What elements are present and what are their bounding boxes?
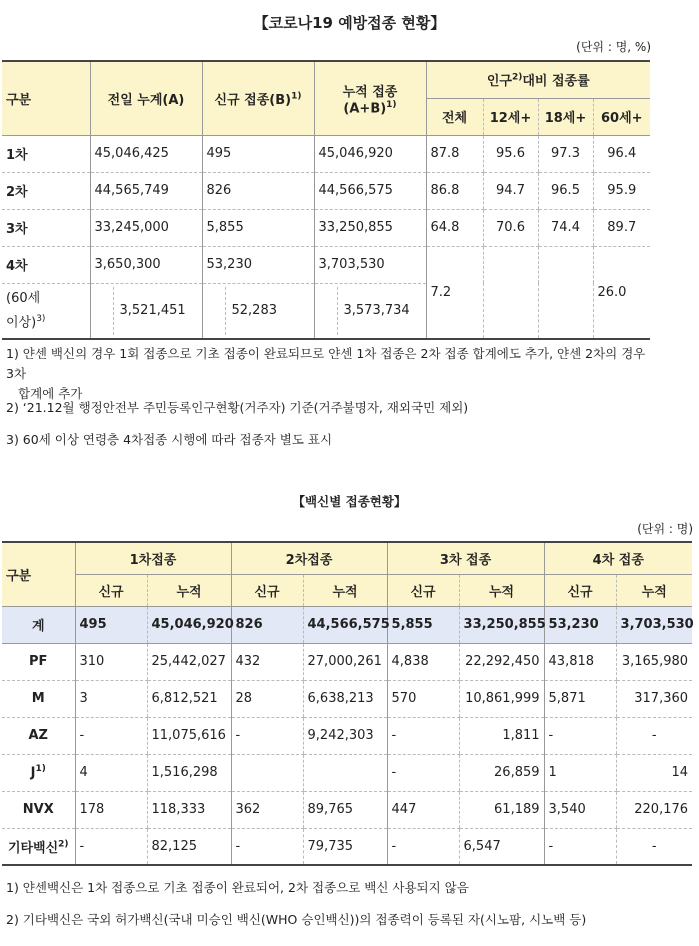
table-row [2, 717, 692, 754]
vaccine-type-table: 구분 1차접종 2차접종 3차 접종 4차 접종 신규 누적 신규 누적 신규 누적 신규 누적 계 495 45,046,920 826 44,566,575 5,855 33,250,855 53,230 3,703,530 PF 310 25,442,027 432 27,000,261 4,838 22,292,450 43,818 3,165,980 M 3 6,812,521 28 6,638,213 570 10,861,999 5,871 317,360 AZ - 11,075,616 - 9,242,303 - 1,811 - - $J^{1)}$ 4 1,516,298 - 26,859 1 14 NVX 178 118,333 362 89,765 447 61,189 3,540 220,176 기타백신$^{2)}$ - 82,125 - 79,735 - 6,547 - - [2, 541, 692, 866]
header-dose2: 2차접종 [231, 542, 387, 574]
row-label: $J^{1)}$ [2, 754, 75, 791]
cell: 570 [387, 680, 459, 717]
cell: 6,638,213 [303, 680, 387, 717]
header-all: 전체 [426, 98, 483, 135]
footnote-b2: 2) 기타백신은 국외 허가백신(국내 미승인 백신(WHO 승인백신))의 접종력이 등록된 자(시노팜, 시노백 등) [6, 912, 587, 927]
cell: 45,046,920 [147, 606, 231, 643]
header-gubun: 구분 [2, 542, 75, 606]
cell: - [75, 717, 147, 754]
footnote-1: 1) 얀센 백신의 경우 1회 접종으로 기초 접종이 완료되므로 얀센 1차 접종은 2차 접종 합계에도 추가, 얀센 2차의 경우 3차 합계에 추가 [6, 346, 646, 401]
header-dose3: 3차 접종 [387, 542, 544, 574]
cell: 495 [75, 606, 147, 643]
unit-label: (단위 : 명, %) [576, 40, 651, 54]
cell: - [231, 717, 303, 754]
header-pop-rate: 인구$^{2)}$대비 접종률 [426, 61, 650, 98]
cell: 432 [231, 643, 303, 680]
header-cum: 누적 접종 $(A+B)^{1)}$ [314, 61, 426, 135]
cell: 6,547 [459, 828, 544, 865]
cell: 43,818 [544, 643, 616, 680]
cell: 79,735 [303, 828, 387, 865]
table-row [2, 754, 692, 791]
cell: 25,442,027 [147, 643, 231, 680]
cell: 317,360 [616, 680, 692, 717]
cell: 447 [387, 791, 459, 828]
header-12: 12세+ [483, 98, 538, 135]
cell [303, 754, 387, 791]
cell: 11,075,616 [147, 717, 231, 754]
cell: 3,703,530 [616, 606, 692, 643]
page-title: 【코로나19 예방접종 현황】 [253, 14, 446, 32]
row-label: NVX [2, 791, 75, 828]
cell: 44,566,575 [303, 606, 387, 643]
cell [231, 754, 303, 791]
table-row [2, 791, 692, 828]
table-row-sub: (60세 이상)$^{3)}$ 3,521,451 52,283 3,573,734 [2, 283, 650, 339]
cell: 28 [231, 680, 303, 717]
cell: 220,176 [616, 791, 692, 828]
cell: 362 [231, 791, 303, 828]
cell: 61,189 [459, 791, 544, 828]
table-row [2, 828, 692, 865]
row-label: 기타백신$^{2)}$ [2, 828, 75, 865]
cell: - [387, 754, 459, 791]
cell: 3,165,980 [616, 643, 692, 680]
header-prev: 전일 누계(A) [90, 61, 202, 135]
cell: 178 [75, 791, 147, 828]
table-row: 1차 45,046,425 495 45,046,920 87.8 95.6 97.3 96.4 [2, 135, 650, 172]
footnote-2: 2) ‘21.12월 행정안전부 주민등록인구현황(거주자) 기준(거주불명자, 재외국민 제외) [6, 400, 469, 415]
table-row [2, 680, 692, 717]
cell: 1,811 [459, 717, 544, 754]
cell: 82,125 [147, 828, 231, 865]
cell: 5,871 [544, 680, 616, 717]
cell: - [544, 717, 616, 754]
cell: 3 [75, 680, 147, 717]
table-row: 2차 44,565,749 826 44,566,575 86.8 94.7 96.5 95.9 [2, 172, 650, 209]
table-row: 4차 3,650,300 53,230 3,703,530 7.2 26.0 [2, 246, 650, 283]
cell: 27,000,261 [303, 643, 387, 680]
header-gubun: 구분 [2, 61, 90, 135]
cell: 6,812,521 [147, 680, 231, 717]
cell: - [231, 828, 303, 865]
cell: 1,516,298 [147, 754, 231, 791]
cell: 33,250,855 [459, 606, 544, 643]
header-new: 신규 접종$(B)^{1)}$ [202, 61, 314, 135]
cell: 826 [231, 606, 303, 643]
cell: 4 [75, 754, 147, 791]
header-dose1: 1차접종 [75, 542, 231, 574]
cell: 14 [616, 754, 692, 791]
cell: 53,230 [544, 606, 616, 643]
table-row: 3차 33,245,000 5,855 33,250,855 64.8 70.6 74.4 89.7 [2, 209, 650, 246]
cell: - [387, 828, 459, 865]
row-label: PF [2, 643, 75, 680]
cell: 89,765 [303, 791, 387, 828]
cell: - [387, 717, 459, 754]
unit-label-2: (단위 : 명) [637, 522, 693, 536]
cell: 3,540 [544, 791, 616, 828]
table-row [2, 643, 692, 680]
row-label: 계 [2, 606, 75, 643]
cell: - [616, 717, 692, 754]
footnote-b1: 1) 얀센백신은 1차 접종으로 기초 접종이 완료되어, 2차 접종으로 백신 사용되지 않음 [6, 880, 469, 895]
cell: - [75, 828, 147, 865]
cell: 5,855 [387, 606, 459, 643]
cell: 26,859 [459, 754, 544, 791]
cell: - [616, 828, 692, 865]
cell: - [544, 828, 616, 865]
cell: 10,861,999 [459, 680, 544, 717]
cell: 4,838 [387, 643, 459, 680]
cell: 9,242,303 [303, 717, 387, 754]
cell: 118,333 [147, 791, 231, 828]
section-title: 【백신별 접종현황】 [292, 494, 407, 509]
row-label: AZ [2, 717, 75, 754]
vaccination-status-table [2, 60, 650, 340]
footnote-3: 3) 60세 이상 연령층 4차접종 시행에 따라 접종자 별도 표시 [6, 432, 333, 447]
total-row [2, 606, 692, 643]
sub-label: (60세 이상)$^{3)}$ [6, 290, 46, 330]
row-label: M [2, 680, 75, 717]
cell: 22,292,450 [459, 643, 544, 680]
cell: 1 [544, 754, 616, 791]
header-60: 60세+ [593, 98, 650, 135]
cell: 310 [75, 643, 147, 680]
header-dose4: 4차 접종 [544, 542, 692, 574]
header-18: 18세+ [538, 98, 593, 135]
